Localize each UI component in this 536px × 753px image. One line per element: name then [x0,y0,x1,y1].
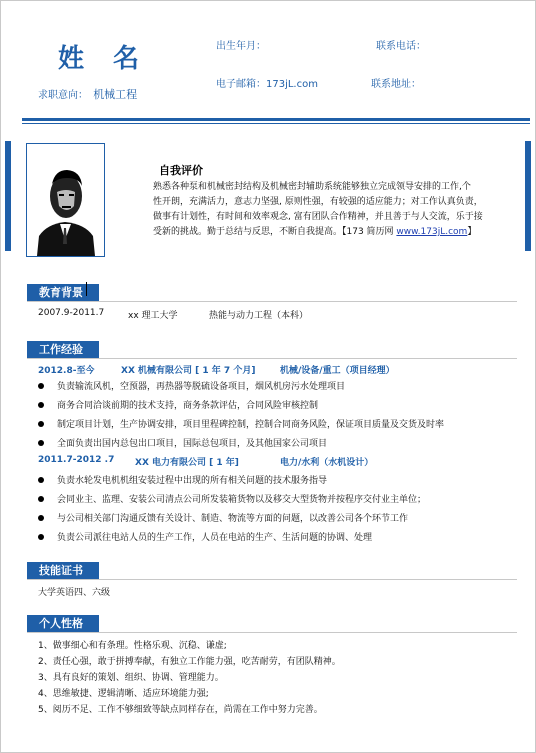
bullet-icon [38,534,44,540]
job1-company: XX 机械有限公司 [ 1 年 7 个月] [121,366,256,376]
section-education: 教育背景 [27,284,99,301]
section-divider [27,301,517,302]
section-divider [27,579,517,580]
job1-period: 2012.8-至今 [38,366,95,376]
list-item: 全面负责出国内总包出口项目，国际总包项目，及其他国家公司项目 [57,439,328,449]
job-intent-label: 求职意向： 机械工程 [38,88,138,101]
job2-company: XX 电力有限公司 [ 1 年] [135,458,239,468]
bullet-icon [38,477,44,483]
list-item: 商务合同洽谈前期的技术支持，商务条款评估，合同风险审核控制 [57,401,319,411]
phone-label: 联系电话： [376,41,426,52]
edu-major: 热能与动力工程（本科） [209,311,309,321]
profile-photo [26,143,105,257]
right-accent-bar [525,141,531,251]
self-eval-text: 熟悉各种泵和机械密封结构及机械密封辅助系统能够独立完成领导安排的工作,个 性开朗，充满活力，意志力坚强, 原则性强，有较强的适应能力；对工作认真负责， 做事有计划性，有时间和效率观念, 富有团队合作精神，并且善于与人交流，乐于接 受新的挑战。勤于总结与反思，不断自我提高。【173 简历网 www.173jL.com】 [153,182,483,237]
self-eval-title: 自我评价 [159,164,203,177]
bullet-icon [38,383,44,389]
birth-label: 出生年月： [216,41,266,52]
website-link[interactable]: www.173jL.com [396,227,468,237]
section-divider [27,632,517,633]
job1-role: 机械/设备/重工（项目经理） [280,366,395,376]
list-item: 2、责任心强，敢于拼搏奉献，有独立工作能力强，吃苦耐劳，有团队精神。 [38,657,341,667]
job-intent-value: 机械工程 [93,88,138,101]
list-item: 1、做事细心和有条理。性格乐观、沉稳、谦虚; [38,641,227,651]
list-item: 制定项目计划，生产协调安排，项目里程碑控制，控制合同商务风险，保证项目质量及交货及时率 [57,420,445,430]
resume-name: 姓 名 [58,44,150,74]
edu-school: xx 理工大学 [128,311,178,321]
email-label: 电子邮箱：173jL.com [216,79,318,90]
email-value: 173jL.com [266,79,318,90]
list-item: 负责水轮发电机机组安装过程中出现的所有相关问题的技术服务指导 [57,476,328,486]
left-accent-bar [5,141,11,251]
section-work: 工作经验 [27,341,99,358]
bullet-icon [38,515,44,521]
address-label: 联系地址： [371,79,421,90]
list-item: 4、思维敏捷、逻辑清晰、适应环境能力强; [38,689,209,699]
skills-text: 大学英语四、六级 [38,588,111,598]
person-portrait-icon [27,144,104,256]
bullet-icon [38,496,44,502]
list-item: 5、阅历不足、工作不够细致等缺点同样存在，尚需在工作中努力完善。 [38,705,323,715]
edu-period: 2007.9-2011.7 [38,308,105,318]
bullet-icon [38,440,44,446]
list-item: 负责输流风机，空预器，再热器等脱硫设备项目，烟风机房污水处理项目 [57,382,346,392]
list-item: 3、具有良好的策划、组织、协调、管理能力。 [38,673,224,683]
bullet-icon [38,402,44,408]
text-cursor [86,282,87,296]
section-skills: 技能证书 [27,562,99,579]
job2-role: 电力/水利（水机设计） [280,458,374,468]
job2-period: 2011.7-2012 .7 [38,455,115,465]
header-divider-thin [22,123,530,124]
list-item: 会同业主、监理、安装公司清点公司所发装箱货物以及移交大型货物并按程序交付业主单位； [57,495,427,505]
list-item: 与公司相关部门沟通反馈有关设计、制造、物流等方面的问题，以改善公司各个环节工作 [57,514,409,524]
bullet-icon [38,421,44,427]
header-divider [22,118,530,121]
list-item: 负责公司派往电站人员的生产工作，人员在电站的生产、生活问题的协调、处理 [57,533,373,543]
section-personality: 个人性格 [27,615,99,632]
section-divider [27,358,517,359]
